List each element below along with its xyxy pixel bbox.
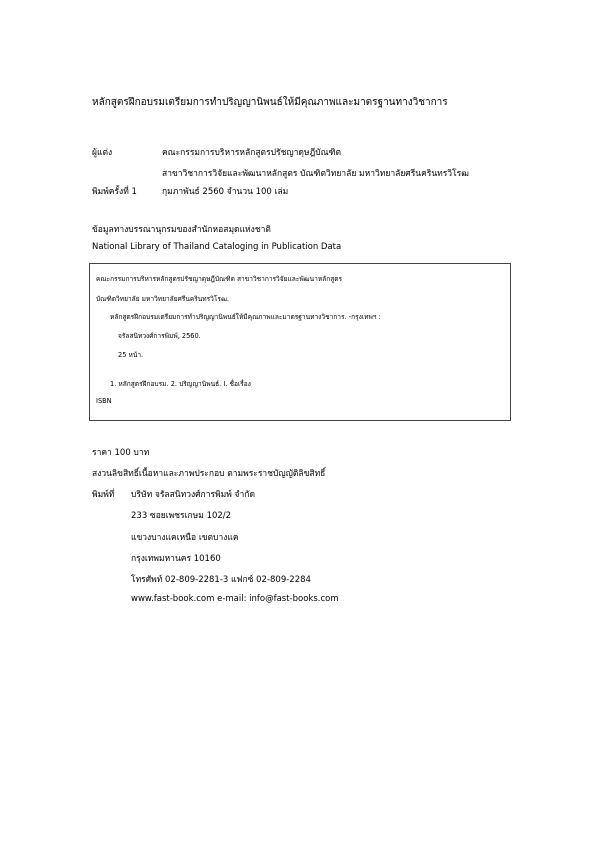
printer-address-line-1: 233 ซอยเพชรเกษม 102/2 bbox=[131, 511, 232, 521]
price: ราคา 100 บาท bbox=[92, 448, 150, 458]
printer-address-line-3: กรุงเทพมหานคร 10160 bbox=[131, 554, 221, 564]
cip-entry-line-5: 25 หน้า. bbox=[118, 351, 144, 359]
author-line-2: สาขาวิชาการวิจัยและพัฒนาหลักสูตร บัณฑิตวิทยาลัย มหาวิทยาลัยศรีนครินทรวิโรฒ bbox=[162, 169, 469, 179]
printer-phone-fax: โทรศัพท์ 02-809-2281-3 แฟกซ์ 02-809-2284 bbox=[131, 575, 311, 585]
cip-entry-line-2: บัณฑิตวิทยาลัย มหาวิทยาลัยศรีนครินทรวิโรฒ. bbox=[96, 295, 230, 303]
printer-web-email: www.fast-book.com e-mail: info@fast-books.com bbox=[131, 594, 339, 604]
cip-entry-line-3: หลักสูตรฝึกอบรมเตรียมการทำปริญญานิพนธ์ให้มีคุณภาพและมาตรฐานทางวิชาการ. -กรุงเทพฯ : bbox=[110, 313, 381, 321]
cip-box bbox=[89, 263, 511, 421]
printer-name: บริษัท จรัลสนิทวงศ์การพิมพ์ จำกัด bbox=[131, 490, 255, 500]
cip-isbn: ISBN bbox=[96, 397, 112, 405]
author-line-1: คณะกรรมการบริหารหลักสูตรปรัชญาดุษฎีบัณฑิต bbox=[162, 148, 342, 158]
book-title: หลักสูตรฝึกอบรมเตรียมการทำปริญญานิพนธ์ให้มีคุณภาพและมาตรฐานทางวิชาการ bbox=[92, 97, 448, 108]
printer-address-line-2: แขวงบางแคเหนือ เขตบางแค bbox=[131, 533, 239, 543]
edition-value: กุมภาพันธ์ 2560 จำนวน 100 เล่ม bbox=[162, 187, 289, 197]
author-label: ผู้แต่ง bbox=[92, 148, 113, 158]
cip-entry-line-1: คณะกรรมการบริหารหลักสูตรปรัชญาดุษฎีบัณฑิต สาขาวิชาการวิจัยและพัฒนาหลักสูตร bbox=[96, 275, 343, 283]
cip-heading-thai: ข้อมูลทางบรรณานุกรมของสำนักหอสมุดแห่งชาติ bbox=[92, 225, 271, 235]
edition-label: พิมพ์ครั้งที่ 1 bbox=[92, 187, 137, 197]
cip-subjects: 1. หลักสูตรฝึกอบรม. 2. ปริญญานิพนธ์. I. ชื่อเรื่อง bbox=[110, 380, 251, 388]
printer-label: พิมพ์ที่ bbox=[92, 490, 115, 500]
copyright-notice: สงวนลิขสิทธิ์เนื้อหาและภาพประกอบ ตามพระราชบัญญัติลิขสิทธิ์ bbox=[92, 469, 326, 479]
cip-entry-line-4: จรัลสนิทวงศ์การพิมพ์, 2560. bbox=[118, 332, 201, 340]
cip-heading-english: National Library of Thailand Cataloging in Publication Data bbox=[92, 242, 342, 252]
